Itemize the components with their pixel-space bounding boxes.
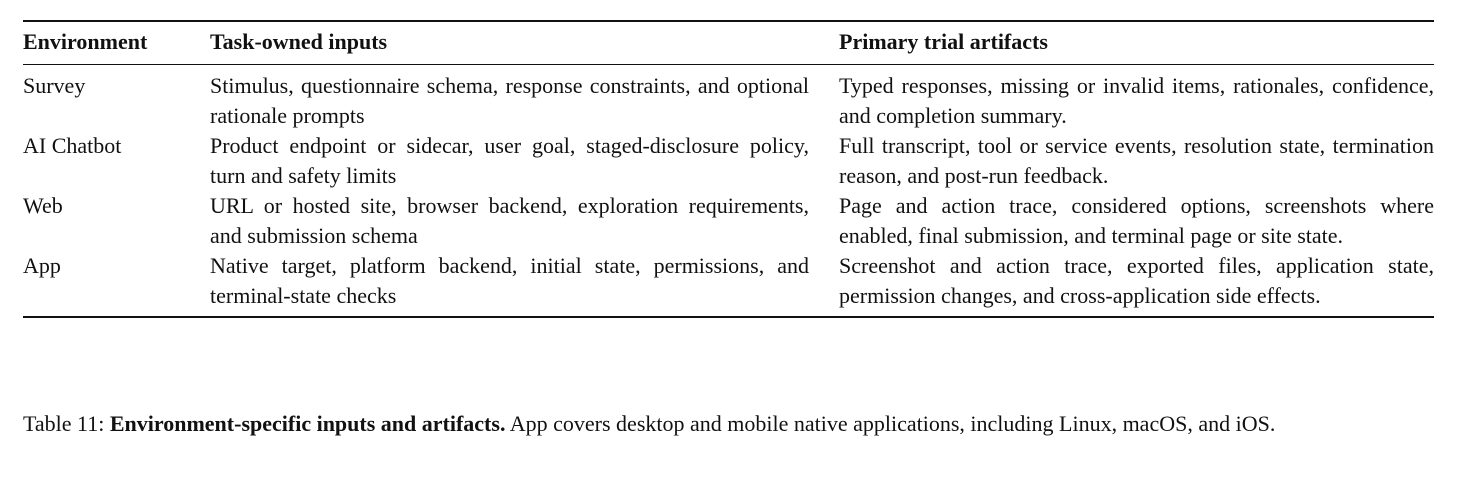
cell-primary-trial-artifacts: Page and action trace, considered options, screenshots where enabled, final submission, and terminal page or site state. — [839, 193, 1434, 248]
header-primary-trial-artifacts: Primary trial artifacts — [839, 29, 1048, 54]
table-caption — [23, 409, 1436, 439]
cell-primary-trial-artifacts: Full transcript, tool or service events, resolution state, termination reason, and post-run feedback. — [839, 133, 1434, 188]
environment-table — [23, 20, 1434, 318]
cell-task-owned-inputs: Native target, platform backend, initial state, permissions, and terminal-state checks — [210, 253, 809, 308]
cell-task-owned-inputs: Stimulus, questionnaire schema, response constraints, and optional rationale prompts — [210, 73, 809, 128]
caption-text: App covers desktop and mobile native applications, including Linux, macOS, and iOS. — [509, 411, 1276, 436]
header-environment: Environment — [23, 29, 148, 54]
table-row — [23, 71, 1434, 130]
header-task-owned-inputs: Task-owned inputs — [210, 29, 388, 54]
cell-primary-trial-artifacts: Screenshot and action trace, exported files, application state, permission changes, and cross-application side effects. — [839, 253, 1434, 308]
table-row — [23, 131, 1434, 190]
table-bottom-rule — [23, 316, 1434, 318]
caption-title: Environment-specific inputs and artifacts. — [109, 411, 506, 436]
cell-task-owned-inputs: Product endpoint or sidecar, user goal, staged-disclosure policy, turn and safety limits — [210, 133, 809, 188]
cell-environment: App — [23, 253, 61, 278]
column-gap — [809, 131, 839, 190]
cell-task-owned-inputs: URL or hosted site, browser backend, exploration requirements, and submission schema — [210, 193, 809, 248]
cell-environment: Survey — [23, 73, 86, 98]
column-gap — [809, 71, 839, 130]
table-row — [23, 251, 1434, 310]
column-gap — [809, 191, 839, 250]
caption-label: Table 11: — [23, 411, 105, 436]
table-row — [23, 191, 1434, 250]
cell-environment: AI Chatbot — [23, 133, 122, 158]
cell-primary-trial-artifacts: Typed responses, missing or invalid items, rationales, confidence, and completion summary. — [839, 73, 1434, 128]
cell-environment: Web — [23, 193, 63, 218]
column-gap — [809, 251, 839, 310]
table-header-row — [23, 22, 1434, 62]
table-body — [23, 65, 1434, 310]
